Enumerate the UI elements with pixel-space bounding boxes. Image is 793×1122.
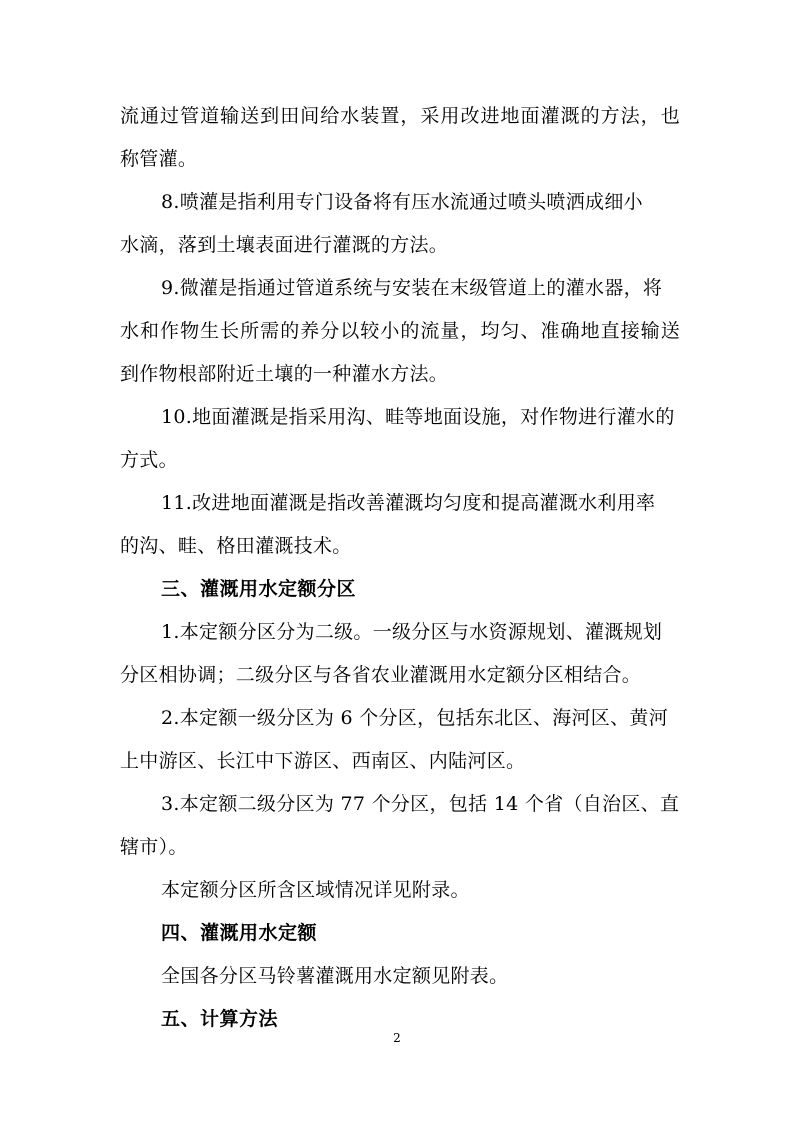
paragraph-line: 流通过管道输送到田间给水装置，采用改进地面灌溉的方法，也 [120, 105, 680, 127]
section-heading: 四、灌溉用水定额 [161, 922, 318, 944]
page-number: 2 [393, 1031, 401, 1045]
paragraph-line: 3.本定额二级分区为 77 个分区，包括 14 个省（自治区、直 [161, 793, 680, 815]
paragraph-line: 9.微灌是指通过管道系统与安装在末级管道上的灌水器，将 [161, 277, 663, 299]
paragraph-line: 称管灌。 [120, 148, 198, 170]
paragraph-line: 水和作物生长所需的养分以较小的流量，均匀、准确地直接输送 [120, 320, 680, 342]
paragraph-line: 到作物根部附近土壤的一种灌水方法。 [120, 363, 449, 385]
paragraph-line: 2.本定额一级分区为 6 个分区，包括东北区、海河区、黄河 [161, 707, 668, 729]
paragraph-line: 1.本定额分区分为二级。一级分区与水资源规划、灌溉规划 [161, 621, 663, 643]
paragraph-line: 10.地面灌溉是指采用沟、畦等地面设施，对作物进行灌水的 [161, 406, 675, 428]
paragraph-line: 的沟、畦、格田灌溉技术。 [120, 535, 352, 557]
paragraph-line: 方式。 [120, 449, 178, 471]
section-heading: 三、灌溉用水定额分区 [161, 578, 357, 600]
paragraph-line: 本定额分区所含区域情况详见附录。 [161, 879, 470, 901]
section-heading: 五、计算方法 [161, 1008, 279, 1030]
paragraph-line: 辖市）。 [120, 836, 188, 858]
paragraph-line: 分区相协调；二级分区与各省农业灌溉用水定额分区相结合。 [120, 664, 642, 686]
paragraph-line: 上中游区、长江中下游区、西南区、内陆河区。 [120, 750, 526, 772]
paragraph-line: 全国各分区马铃薯灌溉用水定额见附表。 [161, 965, 509, 987]
paragraph-line: 11.改进地面灌溉是指改善灌溉均匀度和提高灌溉水利用率 [161, 492, 656, 514]
paragraph-line: 8.喷灌是指利用专门设备将有压水流通过喷头喷洒成细小 [161, 191, 643, 213]
paragraph-line: 水滴，落到土壤表面进行灌溉的方法。 [120, 234, 449, 256]
